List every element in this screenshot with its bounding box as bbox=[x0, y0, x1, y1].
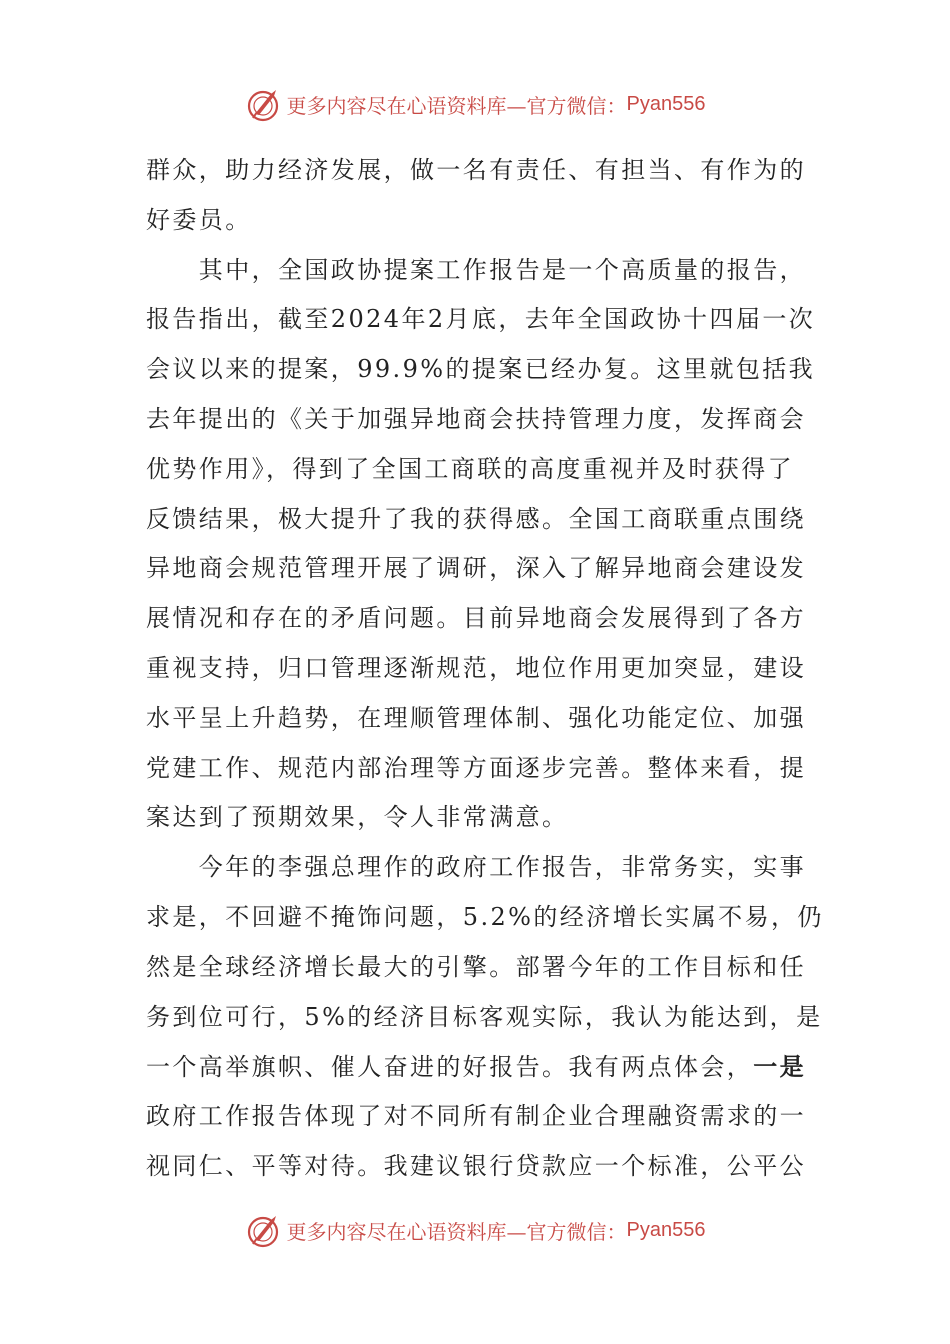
wechat-id[interactable]: Pyan556 bbox=[626, 92, 706, 115]
text-line: 去年提出的《关于加强异地商会扶持管理力度，发挥商会 bbox=[146, 404, 806, 433]
text-line: 政府工作报告体现了对不同所有制企业合理融资需求的一 bbox=[146, 1102, 806, 1131]
document-body bbox=[146, 146, 824, 1192]
pen-nib-circle-icon bbox=[245, 1210, 285, 1250]
text-line: 今年的李强总理作的政府工作报告，非常务实，实事 bbox=[146, 853, 806, 882]
text-line: 会议以来的提案，99.9%的提案已经办复。这里就包括我 bbox=[146, 355, 816, 384]
text-line bbox=[146, 1042, 806, 1092]
text-line: 其中，全国政协提案工作报告是一个高质量的报告， bbox=[146, 255, 806, 284]
text-line: 异地商会规范管理开展了调研，深入了解异地商会建设发 bbox=[146, 554, 806, 583]
pen-nib-circle-icon bbox=[245, 84, 285, 124]
banner-text: 更多内容尽在心语资料库—官方微信： bbox=[286, 93, 627, 118]
text-line: 案达到了预期效果，令人非常满意。 bbox=[146, 803, 569, 832]
emphasis-text: 一是 bbox=[753, 1052, 807, 1082]
text-line: 视同仁、平等对待。我建议银行贷款应一个标准，公平公 bbox=[146, 1151, 806, 1180]
text-line: 群众，助力经济发展，做一名有责任、有担当、有作为的 bbox=[146, 156, 806, 184]
text-line: 务到位可行，5%的经济目标客观实际，我认为能达到，是 bbox=[146, 1002, 823, 1031]
text-line: 水平呈上升趋势，在理顺管理体制、强化功能定位、加强 bbox=[146, 703, 806, 732]
text-line: 报告指出，截至2024年2月底，去年全国政协十四届一次 bbox=[146, 305, 816, 334]
text-line: 反馈结果，极大提升了我的获得感。全国工商联重点围绕 bbox=[146, 504, 806, 533]
text-line: 党建工作、规范内部治理等方面逐步完善。整体来看，提 bbox=[146, 753, 806, 782]
text-line: 展情况和存在的矛盾问题。目前异地商会发展得到了各方 bbox=[146, 604, 806, 633]
text-segment: 一个高举旗帜、催人奋进的好报告。我有两点体会， bbox=[146, 1053, 754, 1082]
text-line: 优势作用》，得到了全国工商联的高度重视并及时获得了 bbox=[146, 454, 794, 483]
banner-text: 更多内容尽在心语资料库—官方微信： bbox=[286, 1219, 627, 1244]
footer-banner bbox=[0, 1208, 950, 1252]
text-line: 好委员。 bbox=[146, 205, 252, 234]
text-line: 求是，不回避不掩饰问题，5.2%的经济增长实属不易，仍 bbox=[146, 902, 824, 931]
header-banner bbox=[0, 82, 950, 126]
wechat-id[interactable]: Pyan556 bbox=[626, 1218, 706, 1241]
text-line: 然是全球经济增长最大的引擎。部署今年的工作目标和任 bbox=[146, 952, 806, 981]
text-line: 重视支持，归口管理逐渐规范，地位作用更加突显，建设 bbox=[146, 653, 806, 682]
